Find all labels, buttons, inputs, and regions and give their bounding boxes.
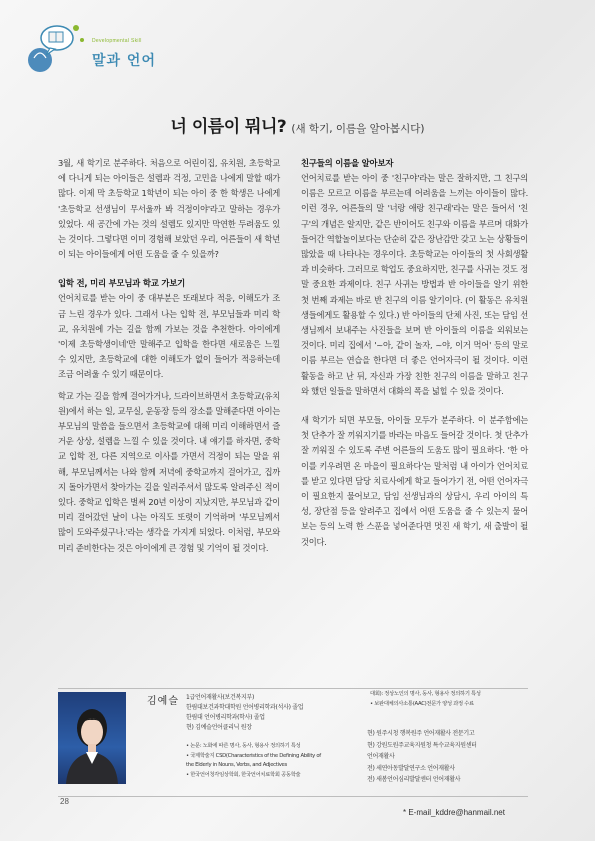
- bio-line: 전) 새봄언어심리발달센터 언어재활사: [367, 776, 461, 783]
- title-main: 너 이름이 뭐니?: [170, 117, 287, 137]
- bio-line: the Elderly in Nouns, Verbs, and Adjectives: [186, 762, 287, 768]
- title-sub: (새 학기, 이름을 알아봅시다): [291, 123, 425, 135]
- author-email: * E-mail_kddre@hanmail.net: [403, 808, 505, 817]
- bio-line: 한림대보건과학대학원 언어병리학과(석사) 졸업: [186, 704, 304, 711]
- article-title: [0, 112, 595, 137]
- bio-line: • 국제학술지 CSD(Characteristics of the Defining Ability of: [186, 752, 321, 759]
- body-paragraph: 언어치료를 받는 아이 중 대부분은 또래보다 적응, 이해도가 조금 느린 경우가 있다. 그래서 나는 입학 전, 부모님들과 미리 학교, 유치원에 가는 길을 함께 가보는 것을 추천한다. 아이에게 '이제 초등학생이네'만 말해주고 입학을 한다면 새로움은 느낄 수 있지만, 초등학교에 대한 이해도가 없이 들어가 적응하는데 조금 어려울 수 있기 때문이다.: [58, 293, 280, 380]
- speech-head-icon: [22, 18, 92, 78]
- footer-divider: [58, 796, 528, 797]
- bio-line: 현) 강원도원주교육지원청 특수교육지원센터: [367, 741, 477, 749]
- bio-line: 한림대 언어병리학과(학사) 졸업: [186, 714, 265, 721]
- author-divider: [58, 688, 528, 689]
- body-paragraph: 학교 가는 길을 함께 걸어가거나, 드라이브하면서 초등학교(유치원)에서 하는 일, 교무실, 운동장 등의 장소를 말해준다면 아이는 부모님의 말씀을 들으면서 초등학교에 대해 미리 이해하면서 즐거운 상상, 설렘을 느낄 수 있을 것이다. 내 얘기를 하자면, 중학교 입학 전, 다른 지역으로 이사를 가면서 걱정이 되는 말을 위해, 부모님께서는 나와 함께 저녁에 중학교까지 걸어가고, 집까지 돌아가면서 찾아가는 길을 일러주셔서 많도록 알려주신 적이 있다. 중학교 입학은 벌써 20년 이상이 지났지만, 부모님과 같이 미리 걸어갔던 날이 나는 아직도 또렷이 기억하며 '부모님께서 많이 도와주셨구나.'라는 생각을 가지게 되었다. 이처럼, 부모와 미리 준비한다는 것은 아이에게 큰 경험 및 기억이 될 것이다.: [58, 390, 280, 553]
- logo-title: 말과 언어: [92, 53, 156, 69]
- logo-tagline: Developmental Skill: [92, 38, 142, 44]
- bio-line: 현) 원주시청 행복원주 언어재활사 전문기고: [367, 730, 475, 737]
- bio-line: • 한국언어청각임상학회, 한국언어치료학회 공동학술: [186, 771, 301, 778]
- page-number: 28: [60, 797, 69, 806]
- magazine-logo: [22, 18, 172, 78]
- author-education: [186, 693, 303, 733]
- left-column: [58, 156, 280, 562]
- body-paragraph: 언어치료를 받는 아이 중 '친구야'라는 말은 잘하지만, 그 친구의 이름은 모르고 이름을 부르는데 어려움을 느끼는 아이들이 많다. 이런 경우, 어른들의 말 '너랑 애랑 친구래'라는 말은 들어서 '친구'의 개념은 알지만, 같은 반이어도 친구와 이름을 부르며 대화가 들어간 역할놀이보다는 단순히 같은 장난감만 갖고 노는 상황들이 많았을 때 나타나는 경우이다. 초등학교는 아이들의 첫 사회생활과 비슷하다. 그러므로 학업도 중요하지만, 친구를 사귀는 것도 정말 중요한 과제이다. 친구 사귀는 방법과 반 아이들을 알기 위한 첫 번째 과제는 바로 반 친구의 이름 알기이다. (이 활동은 유치원생들에게도 활용할 수 있다.) 반 아이들의 단체 사진, 또는 담임 선생님께서 보내주는 사진들을 보며 반 아이들의 이름을 외워보는 것이다. 미리 집에서 '~아, 같이 놀자, ~야, 이거 먹어' 등의 말로 이름 부르는 연습을 한다면 더 좋은 언어자극이 될 것이다. 이런 활동을 하고 난 뒤, 자신과 가장 친한 친구의 이름을 말하고 친구와 했던 일들을 말하면서 대화의 폭을 넓힐 수 있을 것이다.: [301, 173, 528, 396]
- bio-line: 1급언어재활사(보건복지부): [186, 694, 255, 701]
- bio-line: 대회): 정상노인의 명사, 동사, 형용사 정의하기 특성: [370, 691, 481, 697]
- author-photo: [58, 692, 126, 784]
- section-heading: 입학 전, 미리 부모님과 학교 가보기: [58, 278, 186, 289]
- bio-line: • 논문: 노화에 따른 명사, 동사, 형용사 정의하기 특성: [186, 743, 301, 749]
- author-papers-continued: [370, 690, 481, 709]
- author-name: 김예슬: [147, 696, 179, 707]
- bio-line: 언어재활사: [367, 753, 395, 760]
- author-career: [367, 728, 477, 786]
- section-heading: 친구들의 이름을 알아보자: [301, 158, 394, 168]
- author-papers: [186, 742, 321, 780]
- bio-line: • 보완대체의사소통(AAC)전문가 양성 과정 수료: [370, 700, 474, 707]
- intro-paragraph: 3월, 새 학기로 분주하다. 처음으로 어린이집, 유치원, 초등학교에 다니게 되는 아이들은 설렘과 걱정, 고민을 나에게 말할 때가 많다. 이제 막 초등학교 1학년이 되는 아이 중 한 학생은 나에게 '초등학교 선생님이 무서울까 봐 걱정이야'라고 말하는 경우가 있었다. 새 공간에 가는 것의 설렘도 있지만 막연한 두려움도 있는 것이다. 그렇다면 이미 경험해 보았던 우리, 어른들이 새 학년이 되는 아이들에게 어떤 도움을 줄 수 있을까?: [58, 158, 280, 260]
- right-column: [301, 156, 528, 556]
- bio-line: 현) 김예슬언어클리닉 원장: [186, 724, 252, 731]
- body-paragraph: 새 학기가 되면 부모들, 아이들 모두가 분주하다. 이 분주함에는 첫 단추가 잘 끼워지기를 바라는 마음도 들어갈 것이다. 첫 단추가 잘 끼워질 수 있도록 주변 어른들의 도움도 많이 필요하다. '한 아이를 키우려면 온 마을이 필요하다'는 말처럼 내 아이가 언어치료를 받고 있다면 담당 치료사에게 학교 들어가기 전, 어떤 언어자극이 필요한지 물어보고, 담임 선생님과의 상담시, 우리 아이의 특성, 장단점 등을 알려주고 집에서 어떤 도움을 줄 수 있는지 물어보는 등의 노력 한 스푼을 넣어준다면 멋진 새 학기, 새 출발이 될 것이다.: [301, 415, 528, 547]
- bio-line: 전) 세연아동발달연구소 언어재활사: [367, 764, 455, 772]
